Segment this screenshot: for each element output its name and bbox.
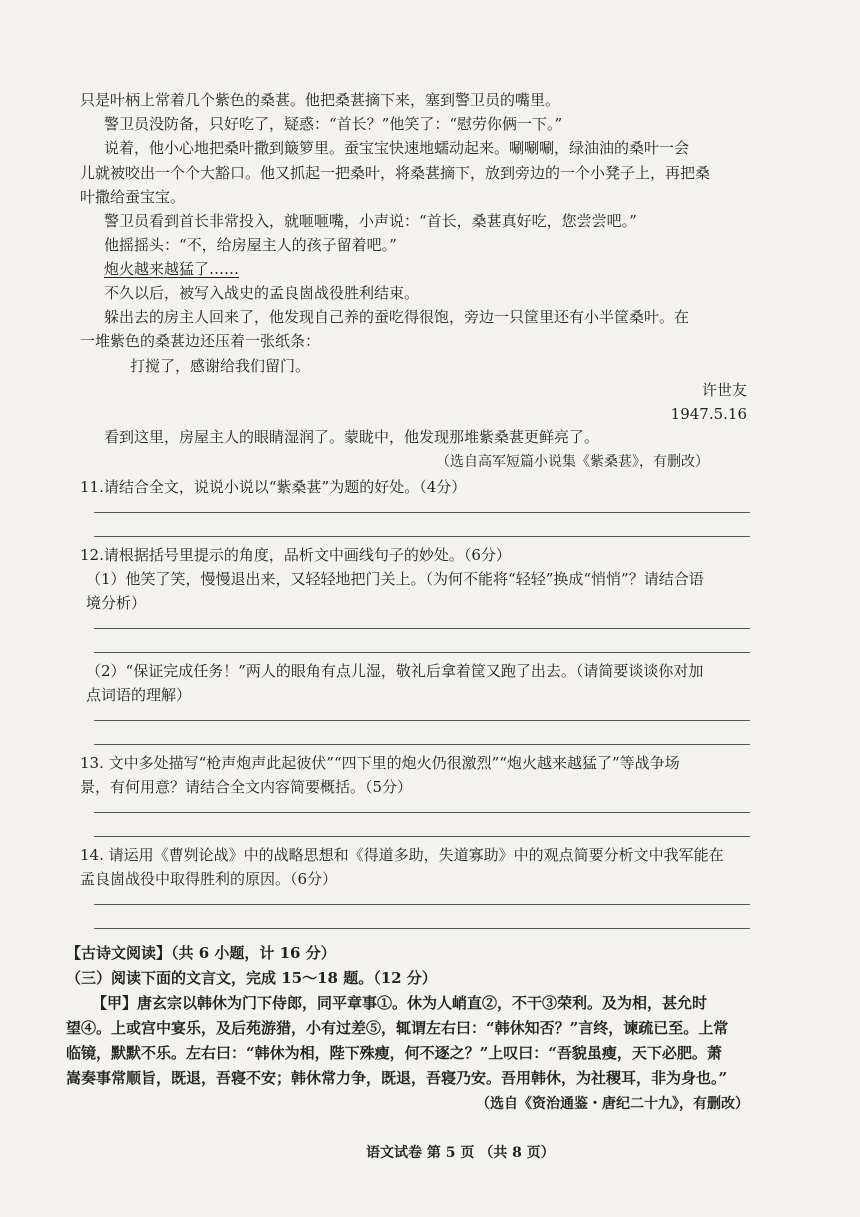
signature-name: 许世友 xyxy=(701,381,747,399)
page-footer: 语文试卷 第 5 页 （共 8 页） xyxy=(366,1145,555,1161)
answer-line-12-1b[interactable] xyxy=(94,652,750,653)
question-14-line2: 孟良崮战役中取得胜利的原因。（6分） xyxy=(80,870,338,888)
note-text: 打搅了，感谢给我们留门。 xyxy=(130,357,311,375)
signature-date: 1947.5.16 xyxy=(670,405,747,423)
story-line-9: 不久以后，被写入战史的孟良崮战役胜利结束。 xyxy=(104,284,420,302)
question-12-2-line1: （2）“保证完成任务！”两人的眼角有点儿湿，敬礼后拿着筐又跑了出去。（请简要谈谈你对加 xyxy=(86,662,704,680)
question-12-1-line1: （1）他笑了笑，慢慢退出来，又轻轻地把门关上。（为何不能将“轻轻”换成“悄悄”？请结合语 xyxy=(86,570,704,588)
classical-line-1: 【甲】唐玄宗以韩休为门下侍郎，同平章事①。休为人峭直②，不干③荣利。及为相，甚允时 xyxy=(92,994,708,1012)
story-line-7: 他摇摇头：“不，给房屋主人的孩子留着吧。” xyxy=(104,236,397,254)
story-line-4: 儿就被咬出一个个大豁口。他又抓起一把桑叶，将桑葚摘下，放到旁边的一个小凳子上，再把桑 xyxy=(80,164,711,182)
question-13-line1: 13. 文中多处描写“枪声炮声此起彼伏”“四下里的炮火仍很激烈”“炮火越来越猛了”等战争场 xyxy=(80,754,680,772)
classical-source: （选自《资治通鉴・唐纪二十九》，有删改） xyxy=(476,1096,749,1112)
answer-line-12-2a[interactable] xyxy=(94,720,750,721)
story-closing: 看到这里，房屋主人的眼睛湿润了。蒙眬中，他发现那堆紫桑葚更鲜亮了。 xyxy=(104,428,600,446)
section-classical-sub: （三）阅读下面的文言文，完成 15～18 题。（12 分） xyxy=(66,969,437,987)
answer-line-14a[interactable] xyxy=(94,904,750,905)
answer-line-11b[interactable] xyxy=(94,536,750,537)
answer-line-11a[interactable] xyxy=(94,512,750,513)
answer-line-13b[interactable] xyxy=(94,836,750,837)
section-classical-header: 【古诗文阅读】（共 6 小题，计 16 分） xyxy=(66,944,336,962)
question-12-1-line2: 境分析） xyxy=(86,594,147,612)
question-13-line2: 景，有何用意？请结合全文内容简要概括。（5分） xyxy=(80,778,413,796)
question-12: 12.请根据括号里提示的角度，品析文中画线句子的妙处。（6分） xyxy=(80,546,511,564)
answer-line-12-2b[interactable] xyxy=(94,744,750,745)
classical-line-3: 临镜，默默不乐。左右曰：“韩休为相，陛下殊瘦，何不逐之？”上叹曰：“吾貌虽瘦，天下必肥。萧 xyxy=(66,1044,722,1062)
answer-line-14b[interactable] xyxy=(94,928,750,929)
story-line-11: 一堆紫色的桑葚边还压着一张纸条： xyxy=(80,332,321,350)
question-14-line1: 14. 请运用《曹刿论战》中的战略思想和《得道多助，失道寡助》中的观点简要分析文中我军能在 xyxy=(80,846,724,864)
classical-line-4: 嵩奏事常顺旨，既退，吾寝不安；韩休常力争，既退，吾寝乃安。吾用韩休，为社稷耳，非为身也。” xyxy=(66,1069,728,1087)
answer-line-12-1a[interactable] xyxy=(94,628,750,629)
story-source: （选自高军短篇小说集《紫桑葚》，有删改） xyxy=(436,454,709,470)
question-11: 11.请结合全文，说说小说以“紫桑葚”为题的好处。（4分） xyxy=(80,478,467,496)
answer-line-13a[interactable] xyxy=(94,812,750,813)
story-line-1: 只是叶柄上常着几个紫色的桑葚。他把桑葚摘下来，塞到警卫员的嘴里。 xyxy=(80,91,561,109)
story-line-3: 说着，他小心地把桑叶撒到簸箩里。蚕宝宝快速地蠕动起来。唰唰唰，绿油油的桑叶一会 xyxy=(104,139,690,157)
story-line-6: 警卫员看到首长非常投入，就咂咂嘴，小声说：“首长，桑葚真好吃，您尝尝吧。” xyxy=(104,212,637,230)
story-line-2: 警卫员没防备，只好吃了，疑惑：“首长？”他笑了：“慰劳你俩一下。” xyxy=(104,115,563,133)
question-12-2-line2: 点词语的理解） xyxy=(86,686,192,704)
story-line-10: 躲出去的房主人回来了，他发现自己养的蚕吃得很饱，旁边一只筐里还有小半筐桑叶。在 xyxy=(104,308,690,326)
story-line-underlined: 炮火越来越猛了…… xyxy=(104,260,240,278)
story-line-5: 叶撒给蚕宝宝。 xyxy=(80,188,186,206)
classical-line-2: 望④。上或宫中宴乐，及后苑游猎，小有过差⑤，辄谓左右曰：“韩休知否？”言终，谏疏已至。上常 xyxy=(66,1019,729,1037)
